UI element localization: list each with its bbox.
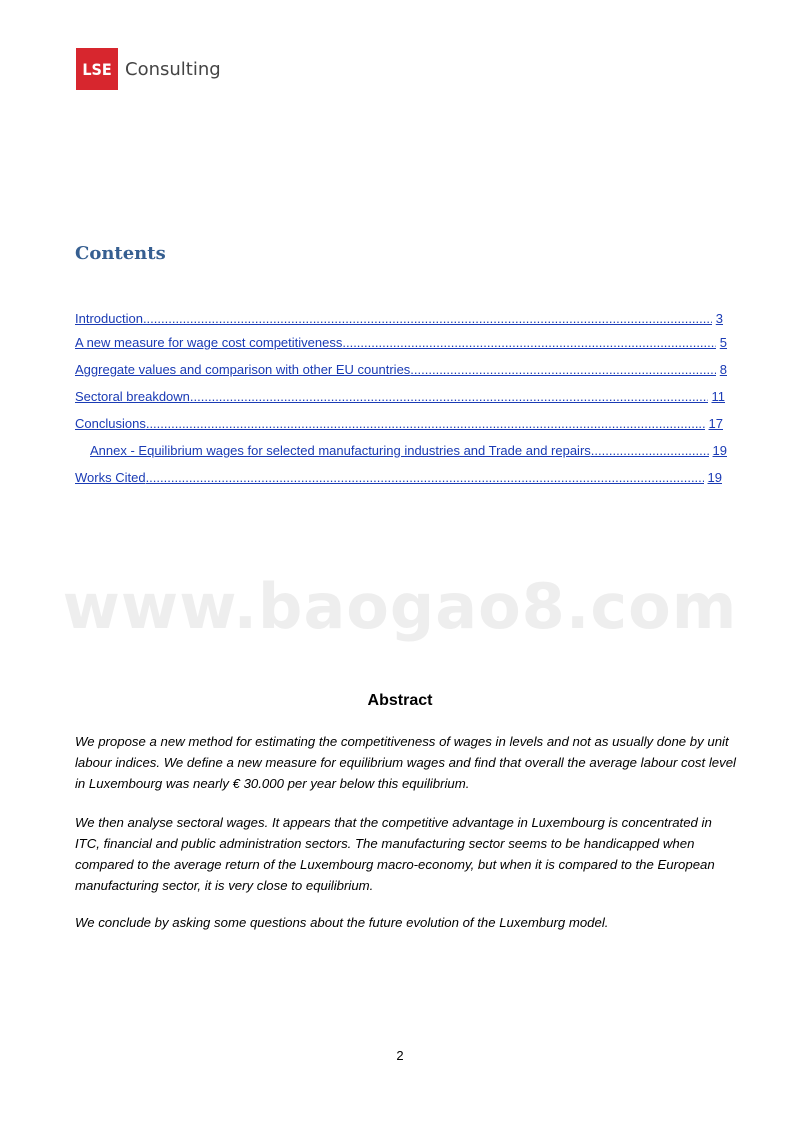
toc-entry-works-cited[interactable]	[75, 470, 722, 485]
logo-mark: LSE	[76, 48, 118, 90]
toc-entry-conclusions[interactable]	[75, 416, 723, 431]
toc-label: A new measure for wage cost competitiveness	[75, 335, 343, 350]
abstract-paragraph: We then analyse sectoral wages. It appears that the competitive advantage in Luxembourg is concentrated in ITC, financial and public administration sectors. The manufacturing sector seems to be handicapped when compared to the average return of the Luxembourg macro-economy, but when it is compared to the European manufacturing sector, it is very close to equilibrium.	[75, 815, 715, 893]
abstract-heading: Abstract	[367, 692, 433, 709]
toc-leader	[190, 389, 708, 404]
toc-label: Works Cited	[75, 470, 146, 485]
toc-page-number: 19	[712, 443, 727, 458]
toc-page-number: 5	[719, 335, 727, 350]
toc-entry-sectoral-breakdown[interactable]	[75, 389, 725, 404]
toc-label: Annex - Equilibrium wages for selected manufacturing industries and Trade and repairs	[90, 443, 591, 458]
abstract-paragraph: We propose a new method for estimating the competitiveness of wages in levels and not as usually done by unit labour indices. We define a new measure for equilibrium wages and find that overall the average labour cost level in Luxembourg was nearly € 30.000 per year below this equilibrium.	[75, 734, 736, 791]
toc-label: Introduction	[75, 311, 143, 326]
toc-leader	[143, 311, 712, 326]
toc-page-number: 11	[711, 389, 725, 404]
toc-leader	[146, 470, 704, 485]
toc-label: Sectoral breakdown	[75, 389, 190, 404]
contents-heading: Contents	[75, 243, 166, 264]
toc-leader	[146, 416, 705, 431]
toc-leader	[342, 335, 715, 350]
toc-leader	[591, 443, 709, 458]
toc-page-number: 3	[715, 311, 723, 326]
toc-page-number: 17	[708, 416, 723, 431]
toc-label: Conclusions	[75, 416, 146, 431]
toc-entry-new-measure[interactable]	[75, 335, 727, 350]
toc-entry-annex[interactable]	[90, 443, 727, 458]
watermark: www.baogao8.com	[62, 570, 738, 643]
toc-leader	[410, 362, 715, 377]
lse-consulting-logo	[76, 48, 221, 90]
toc-page-number: 19	[707, 470, 722, 485]
toc-entry-introduction[interactable]	[75, 311, 723, 326]
toc-label: Aggregate values and comparison with other EU countries	[75, 362, 411, 377]
logo-text: Consulting	[125, 58, 221, 80]
toc-page-number: 8	[719, 362, 727, 377]
page-number: 2	[396, 1048, 404, 1063]
toc-entry-aggregate-values[interactable]	[75, 362, 727, 377]
abstract-paragraph: We conclude by asking some questions about the future evolution of the Luxemburg model.	[75, 915, 609, 930]
